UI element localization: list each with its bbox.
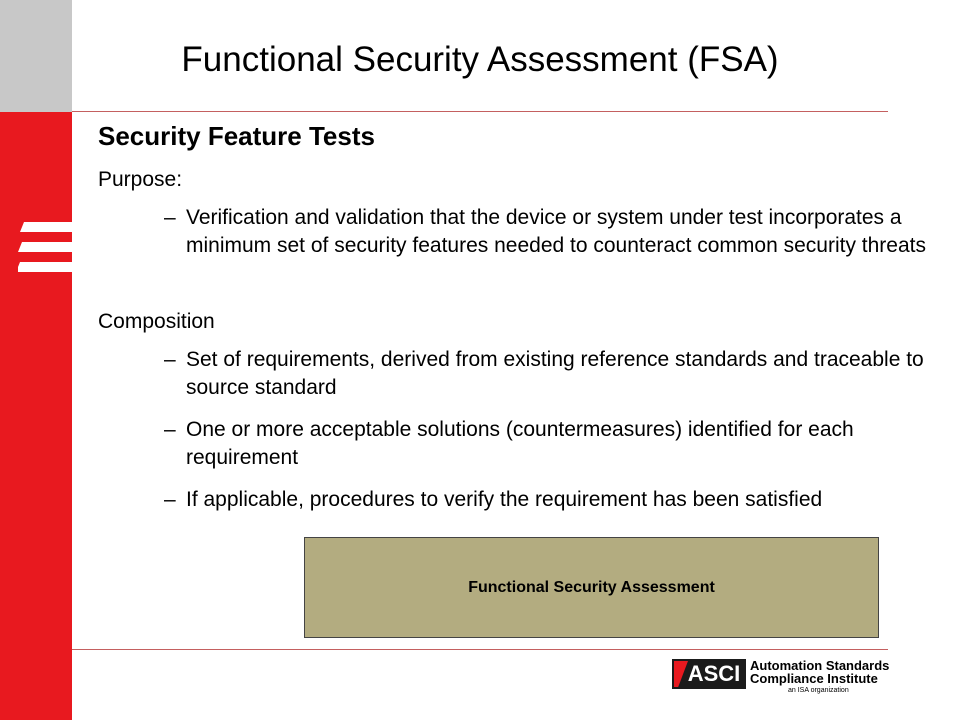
purpose-item [164, 204, 944, 260]
composition-item-text: Set of requirements, derived from existing reference standards and traceable to source standard [186, 348, 924, 399]
logo-tagline: an ISA organization [788, 687, 849, 694]
asci-logo-mark [672, 659, 746, 689]
bullet-dash: – [164, 348, 176, 371]
corner-band [0, 0, 72, 112]
title-divider [72, 111, 888, 112]
footer-divider [72, 649, 888, 650]
composition-item-text: One or more acceptable solutions (countermeasures) identified for each requirement [186, 418, 854, 469]
bullet-dash: – [164, 206, 176, 229]
composition-item [164, 486, 944, 514]
composition-item-text: If applicable, procedures to verify the requirement has been satisfied [186, 488, 823, 511]
slide-title: Functional Security Assessment (FSA) [181, 40, 779, 79]
bullet-dash: – [164, 488, 176, 511]
composition-item [164, 416, 944, 472]
bullet-dash: – [164, 418, 176, 441]
logo-text [750, 659, 889, 685]
fsa-box [304, 537, 879, 638]
fsa-box-label: Functional Security Assessment [468, 578, 715, 596]
logo-letters: ASCI [687, 661, 741, 686]
side-band [0, 112, 72, 720]
stripes-icon [18, 222, 72, 276]
slide-subtitle: Security Feature Tests [98, 121, 375, 151]
purpose-heading: Purpose: [98, 168, 183, 191]
purpose-item-text: Verification and validation that the device or system under test incorporates a minimum set of security features needed to counteract common security threats [186, 206, 926, 257]
logo-line-1: Automation Standards [750, 658, 890, 673]
logo-line-2: Compliance Institute [750, 671, 878, 686]
composition-heading: Composition [98, 310, 215, 333]
asci-logo [672, 659, 904, 695]
composition-item [164, 346, 944, 402]
